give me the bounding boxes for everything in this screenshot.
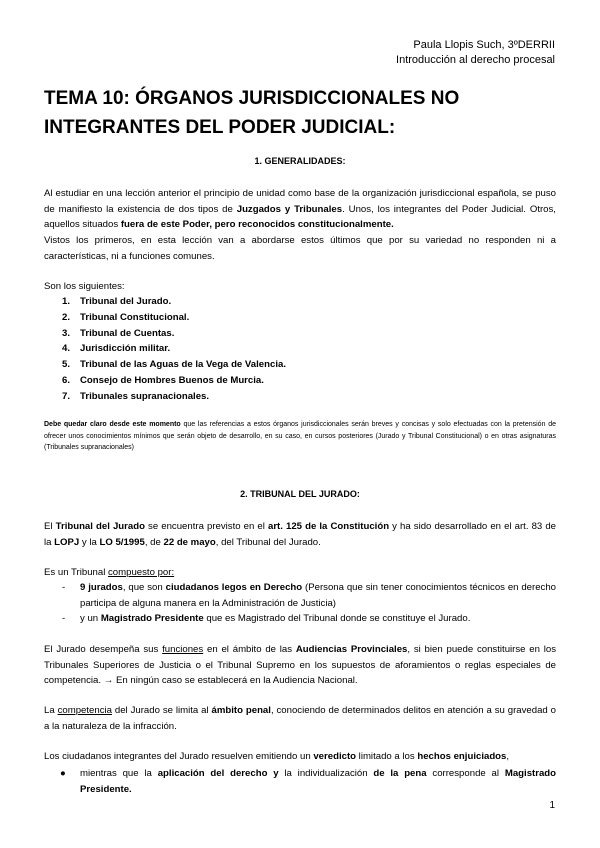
ordered-list — [62, 294, 542, 405]
text: , — [506, 751, 510, 762]
bold-text: 9 jurados — [80, 582, 123, 593]
note-paragraph — [44, 419, 556, 454]
bold-text: aplicación del derecho y — [157, 768, 279, 779]
bold-text: Tribunal del Jurado — [55, 521, 145, 532]
list-item-number: 5. — [62, 359, 71, 371]
list-item — [62, 294, 542, 310]
underlined-text: funciones — [162, 644, 204, 655]
bold-text: Magistrado Presidente. — [80, 768, 557, 795]
dash-list — [62, 580, 556, 627]
list-item-text: Tribunal del Jurado. — [80, 296, 172, 307]
list-item-text — [80, 611, 556, 627]
text: La — [44, 705, 58, 716]
bold-text: 22 de mayo — [163, 536, 216, 548]
document-title: TEMA 10: ÓRGANOS JURISDICCIONALES NO INTEGRANTES DEL PODER JUDICIAL: — [44, 88, 460, 138]
section-heading-jurado: 2. TRIBUNAL DEL JURADO: — [240, 489, 360, 499]
text: del Jurado se limita al — [111, 705, 212, 716]
list-item — [62, 326, 542, 342]
list-item — [62, 373, 542, 389]
list-item — [62, 357, 542, 373]
text: El Jurado desempeña sus — [44, 644, 163, 655]
bold-text: ciudadanos legos en Derecho — [165, 582, 303, 593]
list-item — [62, 310, 542, 326]
bold-text: fuera de este Poder, pero reconocidos constitucionalmente. — [120, 219, 394, 230]
text: se encuentra previsto en el — [144, 521, 268, 532]
text: , conociendo de determinados delitos en atención a su gravedad o a la naturaleza de la infracción. — [44, 705, 556, 732]
text: corresponde al — [426, 768, 505, 779]
list-item-text — [80, 580, 556, 611]
text: , de — [144, 536, 164, 548]
text: limitado a los — [356, 751, 418, 762]
bold-text: LOPJ — [54, 536, 80, 548]
text: Es un Tribunal — [44, 567, 108, 578]
paragraph — [44, 186, 556, 233]
list-item-number: 1. — [62, 296, 71, 307]
text: y un — [80, 613, 101, 624]
bold-text: hechos enjuiciados — [417, 751, 507, 762]
bold-text: Magistrado Presidente — [100, 613, 204, 624]
list-item-text: Tribunales supranacionales. — [80, 390, 210, 402]
list-item-number: 4. — [62, 343, 71, 355]
list-item — [62, 580, 556, 611]
page-number: 1 — [549, 800, 555, 811]
text: (Persona que sin tener conocimientos técnicos en derecho participa de alguna manera en la Administración de Justicia) — [80, 582, 557, 609]
list-item-number: 2. — [62, 311, 71, 323]
list-item-text: Consejo de Hombres Buenos de Murcia. — [80, 374, 264, 386]
bold-text: veredicto — [313, 751, 357, 762]
bullet-list — [60, 766, 556, 797]
underlined-text: compuesto por: — [108, 567, 175, 578]
text: en el ámbito de las — [203, 644, 296, 655]
text: Al estudiar en una lección anterior el principio de unidad como base de la organización jurisdiccional española, se puso de manifiesto la existencia de dos tipos de — [44, 188, 556, 215]
text: que las referencias a estos órganos jurisdiccionales serán breves y concisas y solo efectuadas con la pretensión de ofrecer unos conocimientos mínimos que serán objeto de desarrollo, en su caso, en cursos posteriores (Jurado y Tribunal Constitucional) o en otras asignaturas (Tribunales supranacionales) — [44, 421, 557, 451]
text: y la — [79, 536, 100, 548]
text: , del Tribunal del Jurado. — [215, 536, 321, 548]
list-item-text: Tribunal Constitucional. — [80, 311, 190, 323]
list-item-text: Tribunal de Cuentas. — [80, 327, 175, 339]
bold-text: de la pena — [373, 768, 427, 779]
header-subject: Introducción al derecho procesal — [396, 54, 555, 66]
list-item — [62, 611, 556, 627]
text: El — [44, 521, 56, 532]
list-item-text — [80, 766, 556, 797]
section-heading-generalidades: 1. GENERALIDADES: — [254, 156, 346, 166]
paragraph — [44, 749, 556, 765]
dash-marker: - — [62, 582, 66, 593]
bold-text: art. 125 de la Constitución — [267, 521, 390, 532]
bold-text: LO 5/1995 — [99, 536, 145, 548]
text: , que son — [122, 582, 166, 593]
paragraph: Vistos los primeros, en esta lección van a abordarse estos últimos que por su variedad no responden ni a características, ni a funciones comunes. — [44, 235, 556, 262]
bullet-marker: ● — [60, 768, 66, 779]
bold-text: Juzgados y Tribunales — [236, 203, 343, 215]
list-item-text: Jurisdicción militar. — [80, 343, 171, 355]
text: la individualización — [278, 768, 374, 779]
list-item-number: 6. — [62, 374, 71, 386]
list-item — [60, 766, 556, 797]
list-item-number: 3. — [62, 327, 71, 339]
bold-text: Audiencias Provinciales — [295, 644, 408, 655]
list-item-number: 7. — [62, 390, 71, 402]
text: mientras que la — [80, 768, 158, 779]
text: , si bien puede constituirse en los Tribunales Superiores de Justicia o el Tribunal Supremo en los supuestos de aforamientos o reglas especiales de competencia. → En ningún caso se establecerá en la Audiencia Nacional. — [44, 644, 557, 686]
text: y ha sido desarrollado en el art. 83 de la — [44, 521, 556, 548]
list-intro: Son los siguientes: — [44, 281, 125, 292]
list-item — [62, 341, 542, 357]
bold-text: ámbito penal — [211, 705, 271, 716]
underlined-text: competencia — [57, 705, 112, 716]
text: Los ciudadanos integrantes del Jurado resuelven emitiendo un — [44, 751, 314, 762]
list-item — [62, 389, 542, 405]
paragraph — [44, 642, 556, 689]
dash-marker: - — [62, 613, 66, 624]
header-author: Paula Llopis Such, 3ºDERRII — [413, 39, 555, 51]
paragraph — [44, 703, 556, 734]
paragraph — [44, 565, 556, 581]
paragraph — [44, 519, 556, 550]
text: . Unos, los integrantes del Poder Judicial. Otros, aquellos situados — [44, 203, 556, 230]
list-item-text: Tribunal de las Aguas de la Vega de Valencia. — [80, 359, 286, 371]
bold-text: Debe quedar claro desde este momento — [44, 421, 181, 428]
text: que es Magistrado del Tribunal donde se constituye el Jurado. — [203, 613, 471, 624]
